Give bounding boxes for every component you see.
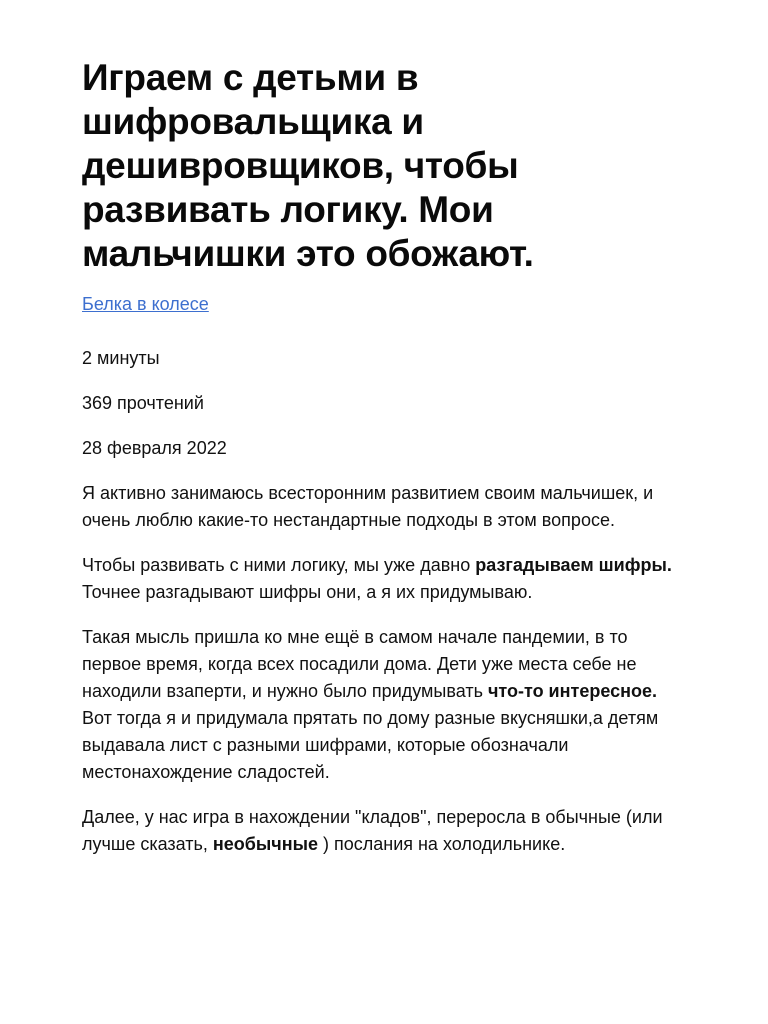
paragraph-text: Вот тогда я и придумала прятать по дому разные вкусняшки,а детям выдавала лист с разными шифрами, которые обозначали местонахождение сладостей. (82, 708, 659, 782)
paragraph-text: Чтобы развивать с ними логику, мы уже давно (82, 555, 476, 575)
author-link[interactable]: Белка в колесе (82, 294, 209, 314)
article-title: Играем с детьми в шифровальщика и дешивровщиков, чтобы развивать логику. Мои мальчишки это обожают. (82, 57, 534, 274)
read-time: 2 минуты (82, 348, 160, 368)
publish-date: 28 февраля 2022 (82, 438, 227, 458)
paragraph-bold-text: необычные (212, 834, 318, 854)
paragraph-text: Такая мысль пришла ко мне ещё в самом начале пандемии, в то первое время, когда всех посадили дома. Дети уже места себе не находили взаперти, и нужно было придумывать (82, 627, 637, 701)
paragraph-bold-text: разгадываем шифры. (475, 555, 672, 575)
views-count: 369 прочтений (82, 393, 204, 413)
article-paragraph-1 (82, 480, 686, 534)
article-paragraph-3 (82, 624, 686, 786)
paragraph-bold-text: что-то интересное. (487, 681, 657, 701)
paragraph-text: Я активно занимаюсь всесторонним развитием своим мальчишек, и очень люблю какие-то нестандартные подходы в этом вопросе. (82, 483, 654, 530)
paragraph-text: Далее, у нас игра в нахождении "кладов", переросла в обычные (или лучше сказать, (82, 807, 663, 854)
article-paragraph-2 (82, 552, 686, 606)
paragraph-text: ) послания на холодильнике. (317, 834, 566, 854)
paragraph-text: Точнее разгадывают шифры они, а я их придумываю. (82, 582, 533, 602)
article-paragraph-4 (82, 804, 686, 858)
